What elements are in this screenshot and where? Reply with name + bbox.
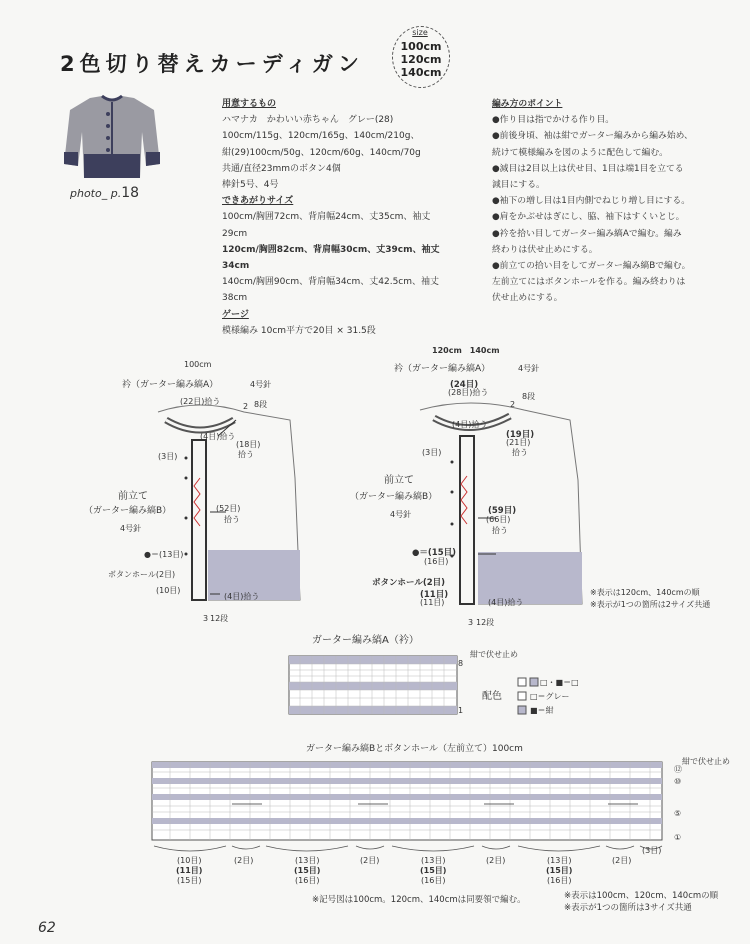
left-size: 100cm — [184, 360, 212, 369]
materials-heading: 用意するもの — [222, 99, 277, 109]
point-line: ●衿を拾い目してガーター編み縞Aで編む。編み — [492, 228, 682, 239]
right-66: (66目) — [486, 515, 511, 524]
right-15: ●＝(15目) — [412, 548, 457, 558]
materials-line: 紺(29)100cm/50g、120cm/60g、140cm/70g — [222, 147, 421, 158]
finished-line: 38cm — [222, 293, 248, 304]
materials-line: 100cm/115g、120cm/165g、140cm/210g、 — [222, 131, 420, 142]
point-line: 左前立てにはボタンホールを作る。編み終わりは — [492, 277, 686, 288]
right-needle: 4号針 — [518, 364, 540, 373]
point-line: ●前後身頃、袖は紺でガーター編みから編み始め、 — [492, 131, 693, 142]
note-right-2: ※表示が1つの箇所は3サイズ共通 — [564, 903, 692, 913]
legend-label: 配色 — [482, 691, 502, 702]
left-needle: 4号針 — [250, 380, 272, 389]
photo-caption: photo_ p.18 — [70, 185, 140, 201]
right-19: (19目) — [506, 430, 535, 440]
gauge-heading: ゲージ — [222, 309, 249, 320]
right-needle2: 4号針 — [390, 510, 412, 519]
chart-b-count: (3目) — [642, 846, 662, 855]
point-line: 続けて模様編みを図のように配色して編む。 — [492, 147, 668, 158]
point-line: ●袖下の増し目は1目内側でねじり増し目にする。 — [492, 196, 691, 207]
chart-b-row12: ⑫ — [674, 765, 682, 774]
left-52: (52目) — [216, 504, 241, 513]
left-2: 2 — [243, 402, 249, 411]
right-size: 120cm 140cm — [432, 346, 500, 355]
right-11: (11目) — [420, 590, 449, 600]
left-front: 前立て — [118, 491, 148, 502]
right-11b: (11目) — [420, 598, 445, 607]
size-140: 140cm — [400, 66, 442, 79]
left-13: ●＝(13目) — [144, 550, 184, 559]
chart-b-count: (10目) (11目) (15目) — [176, 856, 203, 885]
chart-b-count: (2目) — [486, 856, 506, 865]
right-3: (3目) — [422, 448, 442, 457]
right-4: (4目)拾う — [452, 420, 488, 429]
left-18: (18目) — [236, 440, 261, 449]
chart-b-row5: ⑤ — [674, 809, 682, 818]
left-52b: 拾う — [224, 515, 240, 524]
left-18b: 拾う — [238, 450, 254, 459]
chart-b-count: (13目) (15目) (16目) — [294, 856, 321, 885]
point-line: ●前立ての拾い目をしてガーター編み縞Bで編む。 — [492, 261, 691, 272]
right-4b: (4目)拾う — [488, 598, 524, 607]
point-line: 減目にする。 — [492, 180, 545, 191]
left-4b: (4目)拾う — [224, 592, 260, 601]
right-21: (21目) — [506, 438, 531, 447]
right-note-1: ※表示は120cm、140cmの順 — [590, 588, 700, 597]
legend-item-2: □＝グレー — [530, 692, 570, 701]
materials-line: ハマナカ かわいい赤ちゃん グレー(28) — [222, 115, 394, 126]
chart-b-count: (2目) — [234, 856, 254, 865]
chart-a-title: ガーター編み縞A（衿） — [312, 635, 419, 646]
finished-line: 120cm/胸囲82cm、背肩幅30cm、丈39cm、袖丈 — [222, 244, 440, 255]
materials-line: 共通/直径23mmのボタン4個 — [222, 163, 341, 174]
point-line: 伏せ止めにする。 — [492, 293, 563, 304]
left-needle2: 4号針 — [120, 524, 142, 533]
chart-b-count: (13目) (15目) (16目) — [546, 856, 573, 885]
chart-b-count: (2目) — [612, 856, 632, 865]
right-28: (28目)拾う — [448, 388, 489, 397]
point-line: ●減目は2目以上は伏せ目、1目は端1目を立てる — [492, 163, 684, 174]
chart-a-end: 紺で伏せ止め — [470, 650, 518, 659]
left-3: (3目) — [158, 452, 178, 461]
left-4: (4目)拾う — [200, 432, 236, 441]
chart-b-row10: ⑩ — [674, 777, 682, 786]
right-2: 2 — [510, 400, 516, 409]
left-22: (22目)拾う — [180, 397, 221, 406]
left-8: 8段 — [254, 400, 268, 409]
left-dim2: 12段 — [210, 614, 229, 623]
note-left: ※記号図は100cm。120cm、140cmは同要領で編む。 — [312, 895, 526, 905]
left-bh: ボタンホール(2目) — [108, 570, 176, 579]
gauge-text: 模様編み 10cm平方で20目 × 31.5段 — [222, 325, 376, 336]
legend-item-3: ■＝紺 — [530, 706, 554, 715]
finished-line: 29cm — [222, 228, 248, 239]
finished-line: 140cm/胸囲90cm、背肩幅34cm、丈42.5cm、袖丈 — [222, 277, 440, 288]
chart-b-title: ガーター編み縞Bとボタンホール（左前立て）100cm — [306, 744, 523, 754]
left-collar-label: 衿（ガーター編み縞A） — [122, 380, 219, 390]
right-8: 8段 — [522, 392, 536, 401]
right-59b: 拾う — [492, 526, 508, 535]
size-label: size — [412, 28, 428, 37]
right-collar-label: 衿（ガーター編み縞A） — [394, 364, 491, 374]
size-100: 100cm — [400, 40, 442, 53]
finished-heading: できあがりサイズ — [222, 196, 294, 207]
right-front-sub: （ガーター編み縞B） — [350, 492, 438, 502]
right-front: 前立て — [384, 475, 414, 486]
point-line: 終わりは伏せ止めにする。 — [492, 244, 598, 255]
finished-line: 34cm — [222, 261, 250, 272]
right-24: (24目) — [450, 380, 479, 390]
point-line: ●作り目は指でかける作り目。 — [492, 115, 615, 126]
left-dim: 3 — [203, 614, 209, 623]
chart-b-row1: ① — [674, 833, 682, 842]
page-number: 62 — [38, 920, 56, 936]
left-front-sub: （ガーター編み縞B） — [84, 506, 172, 516]
materials-line: 棒針5号、4号 — [222, 180, 279, 191]
legend-item-1: □・■＝□ — [540, 678, 579, 687]
left-10: (10目) — [156, 586, 181, 595]
right-19b: 拾う — [512, 448, 528, 457]
chart-a-row1: 1 — [458, 706, 464, 715]
right-dim2: 12段 — [476, 618, 495, 627]
chart-b-count: (13目) (15目) (16目) — [420, 856, 447, 885]
chart-a-row8: 8 — [458, 659, 464, 668]
chart-b-count: (2目) — [360, 856, 380, 865]
chart-b-end: 紺で伏せ止め — [682, 757, 730, 766]
right-note-2: ※表示が1つの箇所は2サイズ共通 — [590, 600, 711, 609]
page-title: 2色切り替えカーディガン — [60, 52, 364, 76]
finished-line: 100cm/胸囲72cm、背肩幅24cm、丈35cm、袖丈 — [222, 212, 431, 223]
right-dim: 3 — [468, 618, 474, 627]
right-59: (59目) — [488, 506, 517, 516]
note-right-1: ※表示は100cm、120cm、140cmの順 — [564, 891, 719, 901]
right-16: (16目) — [424, 557, 449, 566]
points-heading: 編み方のポイント — [492, 99, 563, 109]
point-line: ●肩をかぶせはぎにし、脇、袖下はすくいとじ。 — [492, 212, 685, 223]
size-120: 120cm — [400, 53, 442, 66]
right-bh: ボタンホール(2目) — [372, 578, 446, 588]
